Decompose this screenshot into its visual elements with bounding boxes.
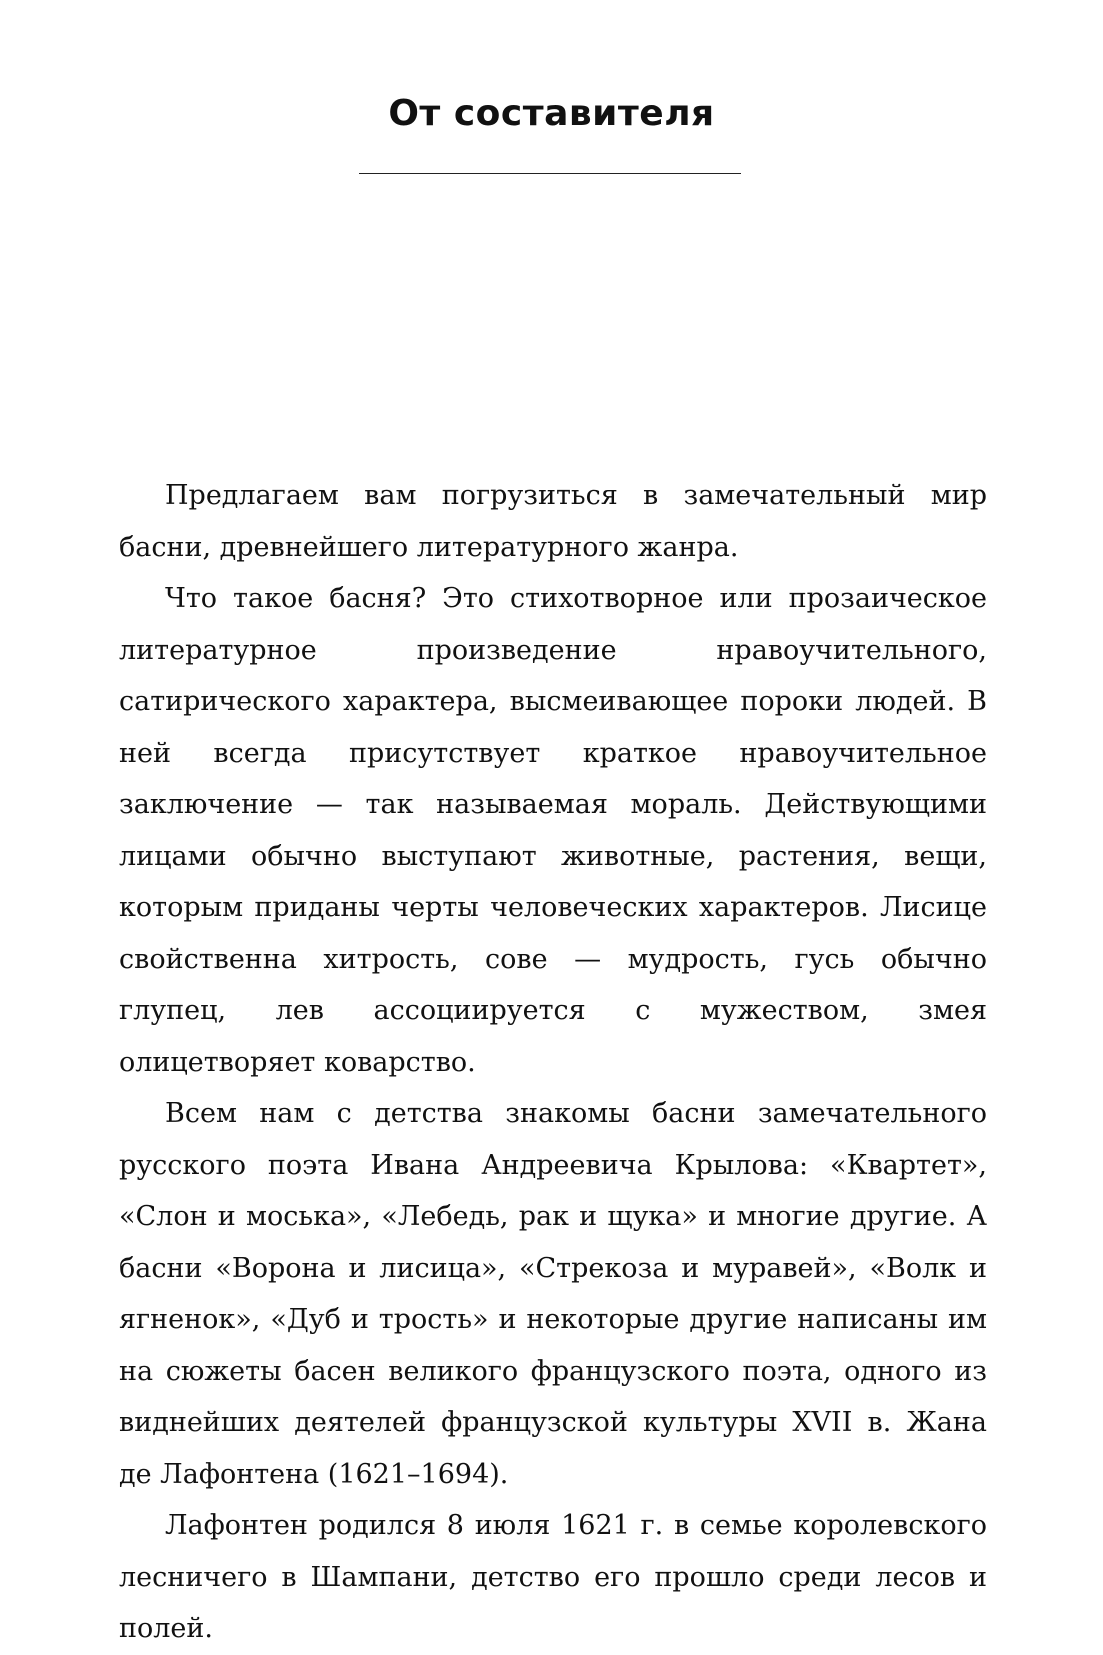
- paragraph-intro: Предлагаем вам погрузиться в замечательный мир басни, древнейшего литературного жанра.: [119, 480, 987, 563]
- paragraph-definition: Что такое басня? Это стихотворное или прозаическое литературное произведение нравоучительного, сатирического характера, высмеивающее пороки людей. В ней всегда присутствует краткое нравоучительное заключение — так называемая мораль. Действующими лицами обычно выступают животные, растения, вещи, которым приданы черты человеческих характеров. Лисице свойственна хитрость, сове — мудрость, гусь обычно глупец, лев ассоциируется с мужеством, змея олицетворяет коварство.: [119, 583, 987, 1078]
- paragraph-krylov: Всем нам с детства знакомы басни замечательного русского поэта Ивана Андреевича Крылова: «Квартет», «Слон и моська», «Лебедь, рак и щука» и многие другие. А басни «Ворона и лисица», «Стрекоза и муравей», «Волк и ягненок», «Дуб и трость» и некоторые другие написаны им на сюжеты басен великого французского поэта, одного из виднейших деятелей французской культуры XVII в. Жана де Лафонтена (1621–1694).: [119, 1098, 987, 1490]
- paragraph-lafontaine: Лафонтен родился 8 июля 1621 г. в семье королевского лесничего в Шампани, детство его прошло среди лесов и полей.: [119, 1510, 987, 1644]
- body-text: [119, 470, 987, 1655]
- title-divider: [359, 173, 741, 174]
- chapter-title: От составителя: [388, 93, 715, 134]
